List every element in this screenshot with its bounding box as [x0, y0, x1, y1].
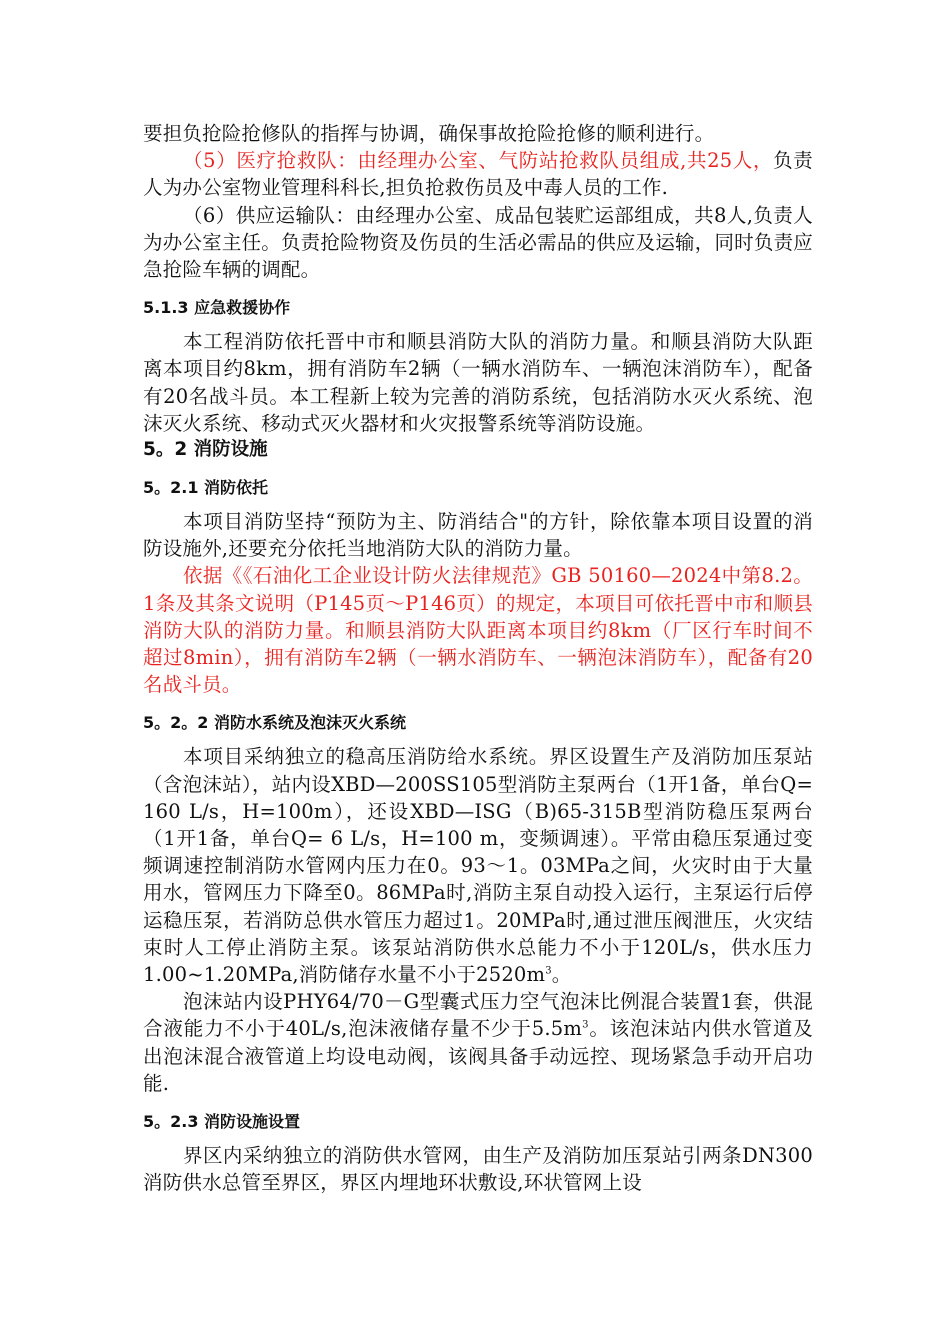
cubic-superscript: 3 — [582, 1019, 589, 1031]
fire-water-system-end: 。 — [551, 963, 572, 987]
heading-5-2-3: 5。2.3 消防设施设置 — [143, 1112, 301, 1132]
leadin-paragraph: 要担负抢险抢修队的指挥与协调，确保事故抢险抢修的顺利进行。 — [143, 122, 715, 145]
foam-station-paragraph — [143, 988, 813, 1097]
heading-5-2-2: 5。2。2 消防水系统及泡沫灭火系统 — [143, 713, 406, 733]
heading-5-2-1: 5。2.1 消防依托 — [143, 478, 269, 498]
medical-team-tail: 负责人为办公室物业管理科科长,担负抢救伤员及中毒人员的工作. — [143, 149, 813, 200]
heading-5-1-3: 5.1.3 应急救援协作 — [143, 298, 291, 318]
foam-station-end: 。该泡沫站内供水管道及出泡沫混合液管道上均设电动阀，该阀具备手动远控、现场紧急手动开启功能. — [143, 1017, 813, 1095]
medical-team-paragraph — [143, 147, 813, 201]
cubic-superscript: 3 — [545, 965, 552, 977]
foam-station-text: 泡沫站内设PHY64/70－G型囊式压力空气泡沫比例混合装置1套，供混合液能力不小于40L/s,泡沫液储存量不少于5.5m — [143, 990, 813, 1041]
document-body — [143, 120, 813, 1197]
rescue-cooperation-paragraph: 本工程消防依托晋中市和顺县消防大队的消防力量。和顺县消防大队距离本项目约8km，拥有消防车2辆（一辆水消防车、一辆泡沫消防车），配备有20名战斗员。本工程新上较为完善的消防系统，包括消防水灭火系统、泡沫灭火系统、移动式灭火器材和火灾报警系统等消防设施。 — [143, 330, 813, 435]
medical-team-highlight: （5）医疗抢救队：由经理办公室、气防站抢救队员组成,共25人， — [183, 149, 774, 173]
fire-water-system-paragraph — [143, 743, 813, 988]
fire-water-system-text: 本项目采纳独立的稳高压消防给水系统。界区设置生产及消防加压泵站（含泡沫站），站内设XBD—200SS105型消防主泵两台（1开1备，单台Q= 160 L/s，H=100m），还设XBD—ISG（B)65-315B型消防稳压泵两台（1开1备，单台Q= 6 L/s，H=100 m，变频调速）。平常由稳压泵通过变频调速控制消防水管网内压力在0。93～1。03MPa之间，火灾时由于大量用水，管网压力下降至0。86MPa时,消防主泵自动投入运行，主泵运行后停运稳压泵，若消防总供水管压力超过1。20MPa时,通过泄压阀泄压，火灾结束时人工停止消防主泵。该泵站消防供水总能力不小于120L/s，供水压力1.00~1.20MPa,消防储存水量不小于2520m — [143, 745, 813, 987]
supply-team-paragraph: （6）供应运输队：由经理办公室、成品包装贮运部组成，共8人,负责人为办公室主任。负责抢险物资及伤员的生活必需品的供应及运输，同时负责应急抢险车辆的调配。 — [143, 203, 813, 282]
fire-reliance-paragraph: 本项目消防坚持“预防为主、防消结合"的方针，除依靠本项目设置的消防设施外,还要充分依托当地消防大队的消防力量。 — [143, 510, 813, 561]
heading-5-2: 5。2 消防设施 — [143, 439, 268, 461]
fire-reliance-regulation-paragraph: 依据《《石油化工企业设计防火法律规范》GB 50160—2024中第8.2。1条及其条文说明（P145页～P146页）的规定，本项目可依托晋中市和顺县消防大队的消防力量。和顺县消防大队距离本项目约8km（厂区行车时间不超过8min），拥有消防车2辆（一辆水消防车、一辆泡沫消防车），配备有20名战斗员。 — [143, 564, 813, 697]
fire-facility-layout-paragraph: 界区内采纳独立的消防供水管网，由生产及消防加压泵站引两条DN300消防供水总管至界区，界区内埋地环状敷设,环状管网上设 — [143, 1144, 813, 1195]
